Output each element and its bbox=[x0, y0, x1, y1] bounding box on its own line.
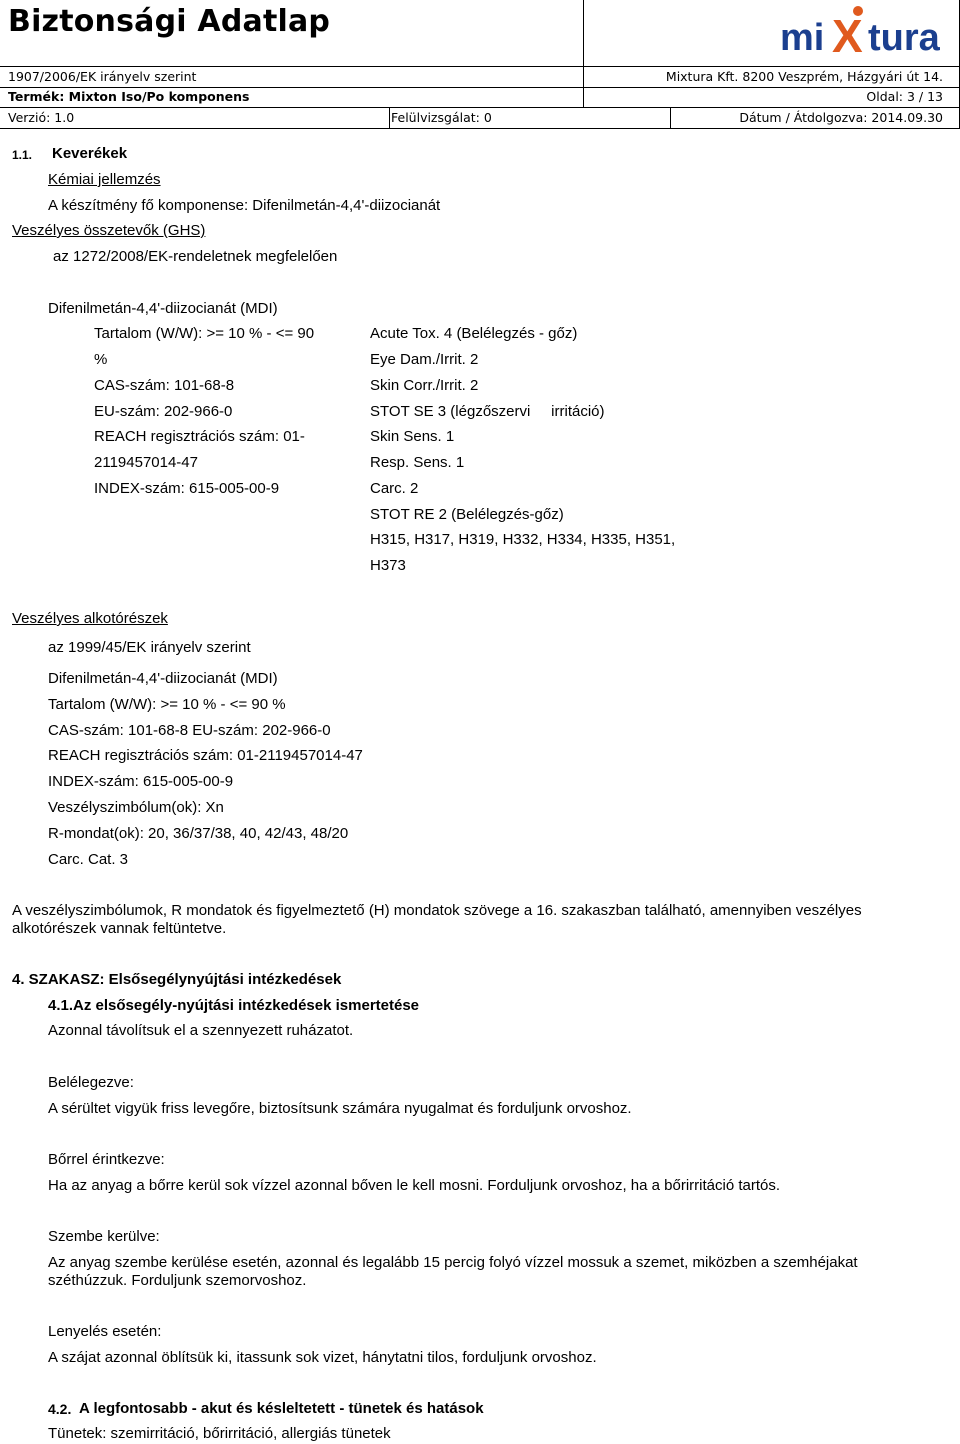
list-item: R-mondat(ok): 20, 36/37/38, 40, 42/43, 48/20 bbox=[48, 825, 349, 842]
classification-line: STOT RE 2 (Belélegzés-gőz) bbox=[370, 506, 564, 523]
content-line: % bbox=[94, 351, 108, 368]
header-product: Termék: Mixton Iso/Po komponens bbox=[8, 89, 250, 104]
list-item: Veszélyszimbólum(ok): Xn bbox=[48, 799, 224, 816]
directive-text: az 1999/45/EK irányelv szerint bbox=[48, 639, 251, 656]
list-item: CAS-szám: 101-68-8 EU-szám: 202-966-0 bbox=[48, 722, 331, 739]
header-revision: Felülvizsgálat: 0 bbox=[391, 110, 492, 125]
logo-text-part1: mi bbox=[780, 17, 825, 59]
ingestion-label: Lenyelés esetén: bbox=[48, 1323, 162, 1340]
index-number: INDEX-szám: 615-005-00-9 bbox=[94, 480, 280, 497]
logo-text-part3: tura bbox=[868, 17, 940, 59]
logo-text-part2: X bbox=[832, 10, 863, 60]
skin-contact-label: Bőrrel érintkezve: bbox=[48, 1151, 165, 1168]
subsection-4-2-title: A legfontosabb - akut és késleltetett - tünetek és hatások bbox=[79, 1400, 484, 1417]
general-advice: Azonnal távolítsuk el a szennyezett ruházatot. bbox=[48, 1022, 354, 1039]
list-item: Tartalom (W/W): >= 10 % - <= 90 % bbox=[48, 696, 286, 713]
ghs-regulation-text: az 1272/2008/EK-rendeletnek megfelelően bbox=[53, 248, 338, 265]
list-item: Difenilmetán-4,4'-diizocianát (MDI) bbox=[48, 670, 278, 687]
section-title: Keverékek bbox=[52, 145, 128, 162]
chemical-characterization-label: Kémiai jellemzés bbox=[48, 171, 161, 188]
classification-line: Skin Corr./Irrit. 2 bbox=[370, 377, 479, 394]
classification-line: Eye Dam./Irrit. 2 bbox=[370, 351, 479, 368]
list-item: Carc. Cat. 3 bbox=[48, 851, 129, 868]
classification-line: Skin Sens. 1 bbox=[370, 428, 455, 445]
eye-contact-label: Szembe kerülve: bbox=[48, 1228, 160, 1245]
header-date: Dátum / Átdolgozva: 2014.09.30 bbox=[739, 110, 943, 125]
content-line: Tartalom (W/W): >= 10 % - <= 90 bbox=[94, 325, 315, 342]
hazard-note: A veszélyszimbólumok, R mondatok és figyelmeztető (H) mondatok szövege a 16. szakaszban található, amennyiben veszélyes alkotórészek vannak feltüntetve. bbox=[12, 902, 862, 937]
substance-name: Difenilmetán-4,4'-diizocianát (MDI) bbox=[48, 300, 278, 317]
classification-line: Acute Tox. 4 (Belélegzés - gőz) bbox=[370, 325, 578, 342]
header-version: Verzió: 1.0 bbox=[8, 110, 75, 125]
mixtura-logo bbox=[780, 2, 945, 60]
symptoms-text: Tünetek: szemirritáció, bőrirritáció, allergiás tünetek bbox=[48, 1425, 391, 1442]
header-company: Mixtura Kft. 8200 Veszprém, Házgyári út 14. bbox=[665, 69, 943, 84]
header-regulation: 1907/2006/EK irányelv szerint bbox=[8, 69, 197, 84]
reach-number: REACH regisztrációs szám: 01- bbox=[94, 428, 305, 445]
inhalation-label: Belélegezve: bbox=[48, 1074, 134, 1091]
ghs-label: Veszélyes összetevők (GHS) bbox=[12, 222, 206, 239]
dangerous-components-label: Veszélyes alkotórészek bbox=[12, 610, 168, 627]
classification-line: Carc. 2 bbox=[370, 480, 419, 497]
classification-line: Resp. Sens. 1 bbox=[370, 454, 465, 471]
header-page-number: Oldal: 3 / 13 bbox=[866, 89, 943, 104]
classification-line: STOT SE 3 (légzőszervi irritáció) bbox=[370, 403, 605, 420]
hazard-statements: H315, H317, H319, H332, H334, H335, H351, bbox=[370, 531, 676, 548]
reach-number-cont: 2119457014-47 bbox=[94, 454, 198, 471]
section-number: 1.1. bbox=[12, 148, 33, 162]
subsection-4-1-title: 4.1.Az elsősegély-nyújtási intézkedések ismertetése bbox=[48, 997, 420, 1014]
main-component-text: A készítmény fő komponense: Difenilmetán-4,4'-diizocianát bbox=[48, 197, 441, 214]
eu-number: EU-szám: 202-966-0 bbox=[94, 403, 233, 420]
eye-contact-text: Az anyag szembe kerülése esetén, azonnal és legalább 15 percig folyó vízzel mossuk a szemet, miközben a szemhéjakat széthúzzuk. Forduljunk szemorvoshoz. bbox=[48, 1254, 858, 1289]
hazard-statements-cont: H373 bbox=[370, 557, 406, 574]
document-title: Biztonsági Adatlap bbox=[8, 4, 331, 39]
skin-contact-text: Ha az anyag a bőrre kerül sok vízzel azonnal bőven le kell mosni. Forduljunk orvoshoz, ha a bőrirritáció tartós. bbox=[48, 1177, 781, 1194]
list-item: INDEX-szám: 615-005-00-9 bbox=[48, 773, 234, 790]
section-4-title: 4. SZAKASZ: Elsősegélynyújtási intézkedések bbox=[12, 971, 342, 988]
cas-number: CAS-szám: 101-68-8 bbox=[94, 377, 235, 394]
list-item: REACH regisztrációs szám: 01-2119457014-47 bbox=[48, 747, 363, 764]
inhalation-text: A sérültet vigyük friss levegőre, biztosítsunk számára nyugalmat és forduljunk orvoshoz. bbox=[48, 1100, 632, 1117]
subsection-4-2-number: 4.2. bbox=[48, 1401, 72, 1417]
ingestion-text: A szájat azonnal öblítsük ki, itassunk sok vizet, hánytatni tilos, forduljunk orvoshoz. bbox=[48, 1349, 597, 1366]
